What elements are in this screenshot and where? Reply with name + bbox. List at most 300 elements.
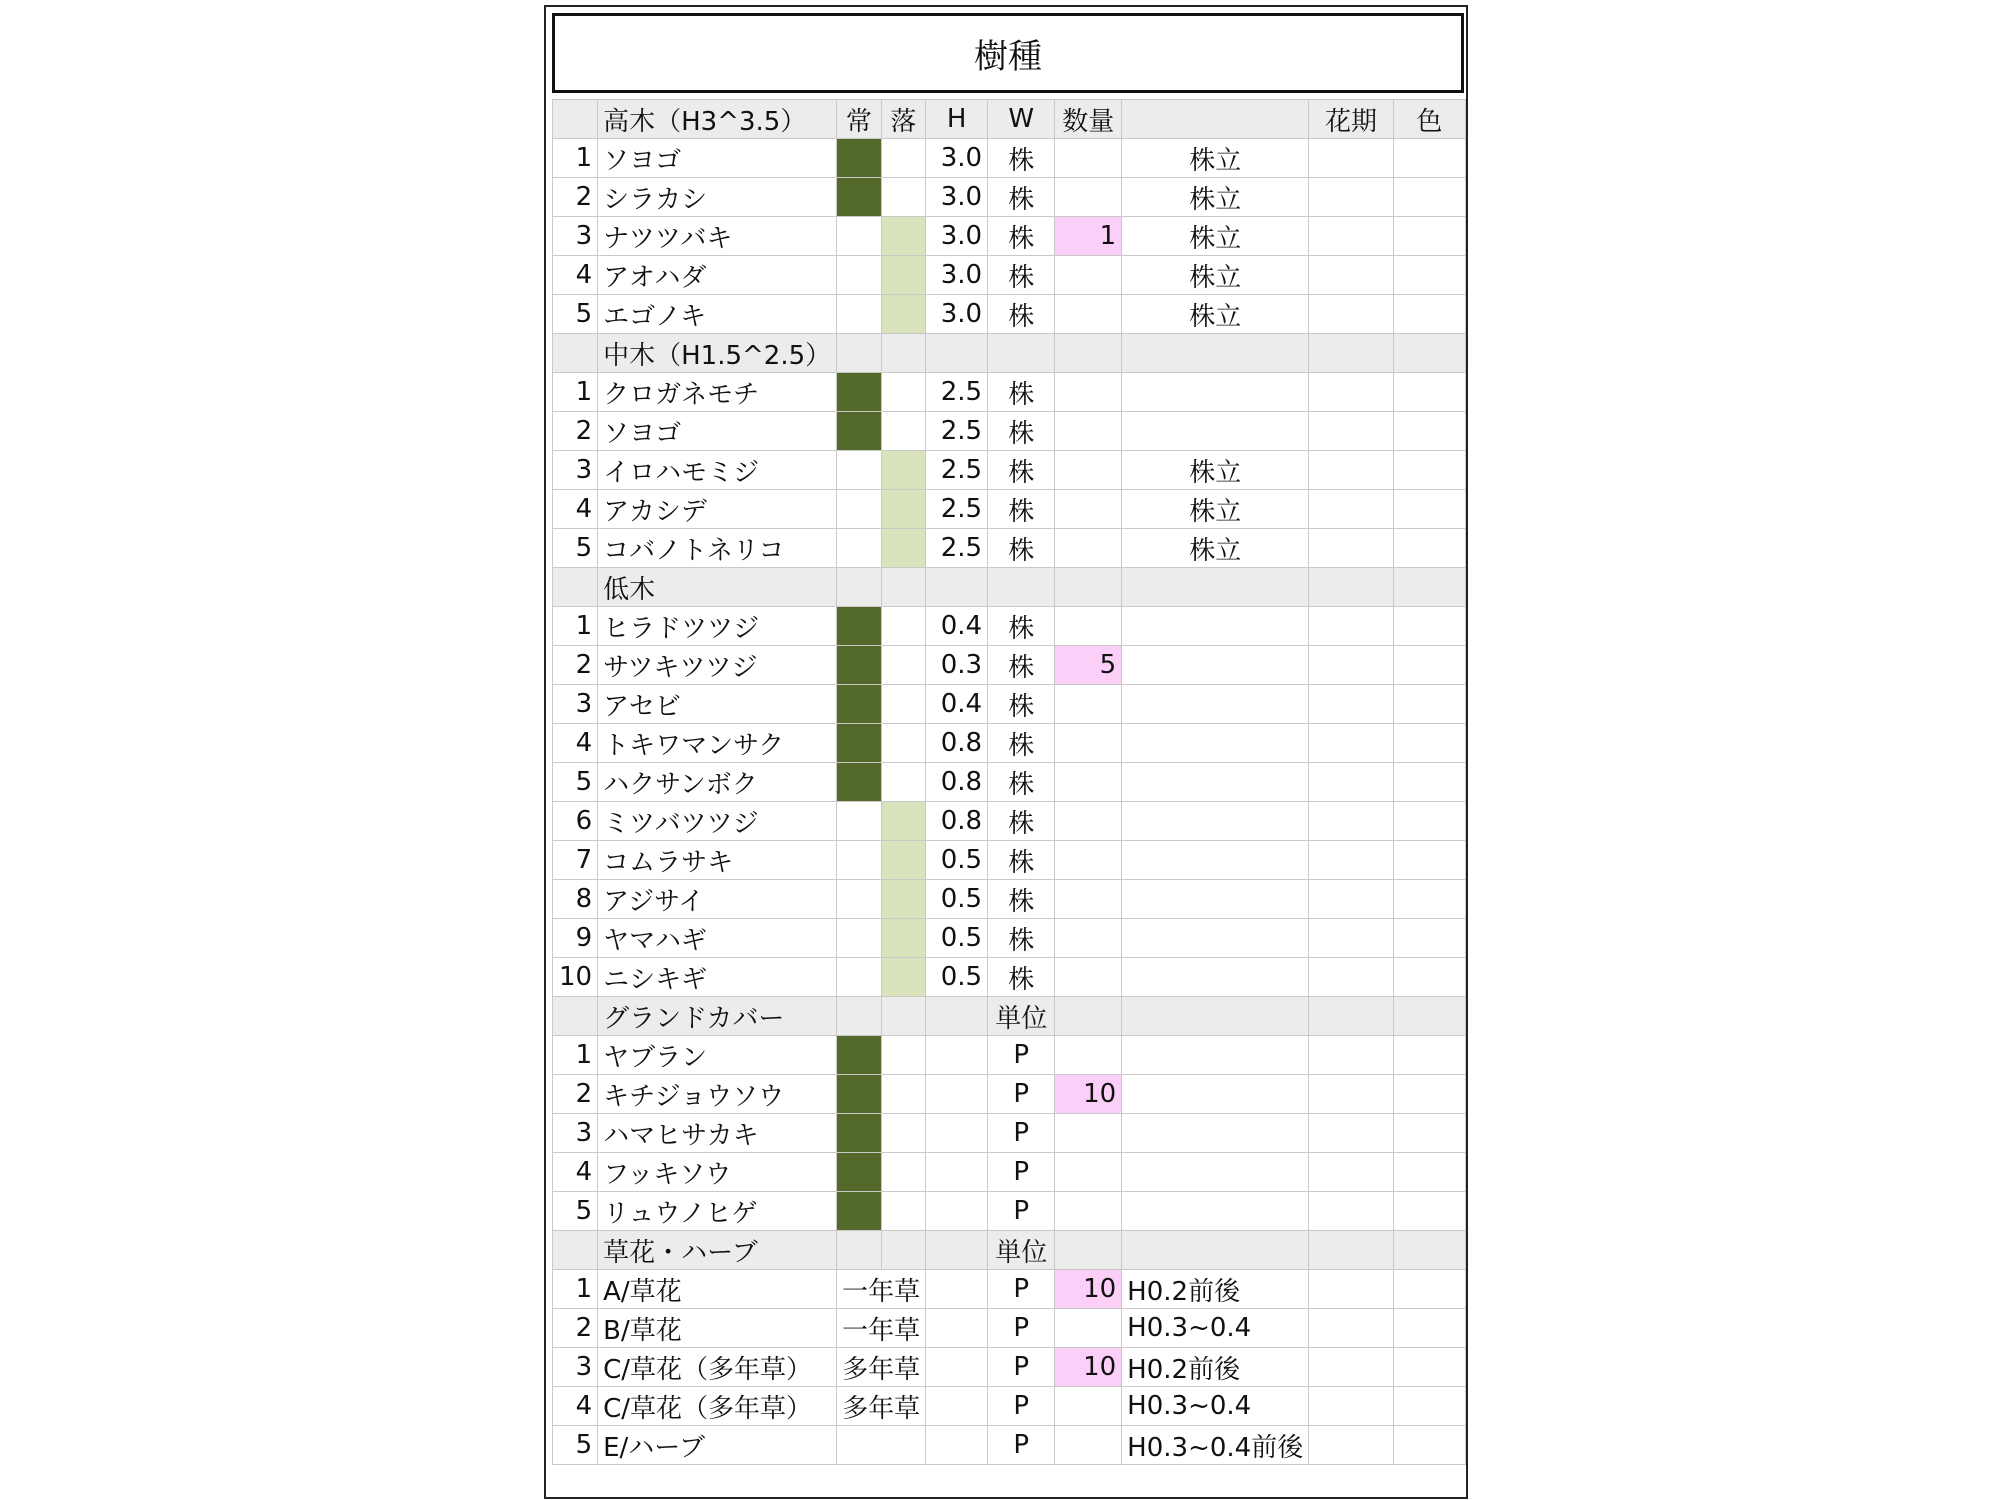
- bloom-cell[interactable]: [1309, 1075, 1394, 1114]
- header-blank[interactable]: [1122, 334, 1309, 373]
- evergreen-cell[interactable]: [837, 373, 882, 412]
- evergreen-cell[interactable]: [837, 1192, 882, 1231]
- evergreen-cell[interactable]: [837, 217, 882, 256]
- row-number[interactable]: 3: [553, 685, 598, 724]
- deciduous-cell[interactable]: [881, 841, 926, 880]
- note-cell[interactable]: [1122, 802, 1309, 841]
- header-deciduous[interactable]: [881, 997, 926, 1036]
- note-cell[interactable]: 株立: [1122, 256, 1309, 295]
- unit-cell[interactable]: 株: [988, 646, 1055, 685]
- header-height[interactable]: H: [926, 100, 988, 139]
- height-cell[interactable]: 3.0: [926, 217, 988, 256]
- quantity-cell[interactable]: [1055, 490, 1122, 529]
- unit-cell[interactable]: P: [988, 1309, 1055, 1348]
- section-title[interactable]: グランドカバー: [598, 997, 837, 1036]
- bloom-cell[interactable]: [1309, 919, 1394, 958]
- quantity-cell[interactable]: [1055, 1192, 1122, 1231]
- evergreen-cell[interactable]: [837, 1114, 882, 1153]
- bloom-cell[interactable]: [1309, 412, 1394, 451]
- bloom-cell[interactable]: [1309, 529, 1394, 568]
- bloom-cell[interactable]: [1309, 685, 1394, 724]
- color-cell[interactable]: [1393, 451, 1465, 490]
- bloom-cell[interactable]: [1309, 841, 1394, 880]
- quantity-cell[interactable]: [1055, 1114, 1122, 1153]
- bloom-cell[interactable]: [1309, 646, 1394, 685]
- deciduous-cell[interactable]: [881, 724, 926, 763]
- deciduous-cell[interactable]: [881, 1075, 926, 1114]
- header-deciduous[interactable]: [881, 1231, 926, 1270]
- row-number[interactable]: 2: [553, 412, 598, 451]
- row-number[interactable]: 4: [553, 490, 598, 529]
- quantity-cell[interactable]: 1: [1055, 217, 1122, 256]
- note-cell[interactable]: 株立: [1122, 178, 1309, 217]
- height-cell[interactable]: 3.0: [926, 178, 988, 217]
- header-blank[interactable]: [1122, 100, 1309, 139]
- deciduous-cell[interactable]: [881, 217, 926, 256]
- color-cell[interactable]: [1393, 1348, 1465, 1387]
- note-cell[interactable]: [1122, 763, 1309, 802]
- unit-cell[interactable]: 株: [988, 373, 1055, 412]
- quantity-cell[interactable]: [1055, 958, 1122, 997]
- header-evergreen[interactable]: [837, 997, 882, 1036]
- plant-name-cell[interactable]: トキワマンサク: [598, 724, 837, 763]
- color-cell[interactable]: [1393, 1114, 1465, 1153]
- unit-cell[interactable]: P: [988, 1075, 1055, 1114]
- note-cell[interactable]: [1122, 1153, 1309, 1192]
- note-cell[interactable]: [1122, 958, 1309, 997]
- evergreen-cell[interactable]: [837, 763, 882, 802]
- row-number[interactable]: [553, 997, 598, 1036]
- bloom-cell[interactable]: [1309, 1426, 1394, 1465]
- header-unit[interactable]: 単位: [988, 1231, 1055, 1270]
- quantity-cell[interactable]: [1055, 1309, 1122, 1348]
- plant-name-cell[interactable]: B/草花: [598, 1309, 837, 1348]
- unit-cell[interactable]: P: [988, 1348, 1055, 1387]
- plant-name-cell[interactable]: エゴノキ: [598, 295, 837, 334]
- unit-cell[interactable]: P: [988, 1270, 1055, 1309]
- row-number[interactable]: 7: [553, 841, 598, 880]
- section-title[interactable]: 高木（H3^3.5）: [598, 100, 837, 139]
- row-number[interactable]: 1: [553, 1036, 598, 1075]
- section-title[interactable]: 低木: [598, 568, 837, 607]
- evergreen-cell[interactable]: [837, 139, 882, 178]
- row-number[interactable]: [553, 568, 598, 607]
- unit-cell[interactable]: 株: [988, 763, 1055, 802]
- height-cell[interactable]: 0.4: [926, 685, 988, 724]
- header-quantity[interactable]: [1055, 997, 1122, 1036]
- header-width[interactable]: W: [988, 100, 1055, 139]
- header-height[interactable]: [926, 997, 988, 1036]
- row-number[interactable]: 4: [553, 724, 598, 763]
- row-number[interactable]: 1: [553, 373, 598, 412]
- unit-cell[interactable]: 株: [988, 295, 1055, 334]
- unit-cell[interactable]: 株: [988, 958, 1055, 997]
- evergreen-cell[interactable]: [837, 412, 882, 451]
- deciduous-cell[interactable]: [881, 295, 926, 334]
- plant-name-cell[interactable]: イロハモミジ: [598, 451, 837, 490]
- row-number[interactable]: 4: [553, 1387, 598, 1426]
- evergreen-cell[interactable]: [837, 802, 882, 841]
- color-cell[interactable]: [1393, 841, 1465, 880]
- header-quantity[interactable]: [1055, 334, 1122, 373]
- evergreen-cell[interactable]: [837, 1153, 882, 1192]
- height-cell[interactable]: 0.8: [926, 802, 988, 841]
- row-number[interactable]: 5: [553, 1426, 598, 1465]
- row-number[interactable]: [553, 100, 598, 139]
- evergreen-cell[interactable]: [837, 256, 882, 295]
- deciduous-cell[interactable]: [881, 490, 926, 529]
- plant-name-cell[interactable]: ハクサンボク: [598, 763, 837, 802]
- header-color[interactable]: [1393, 334, 1465, 373]
- bloom-cell[interactable]: [1309, 139, 1394, 178]
- bloom-cell[interactable]: [1309, 256, 1394, 295]
- deciduous-cell[interactable]: [881, 1153, 926, 1192]
- color-cell[interactable]: [1393, 763, 1465, 802]
- quantity-cell[interactable]: [1055, 1153, 1122, 1192]
- header-evergreen[interactable]: [837, 568, 882, 607]
- plant-name-cell[interactable]: アセビ: [598, 685, 837, 724]
- evergreen-cell[interactable]: [837, 958, 882, 997]
- color-cell[interactable]: [1393, 178, 1465, 217]
- plant-name-cell[interactable]: ヒラドツツジ: [598, 607, 837, 646]
- unit-cell[interactable]: P: [988, 1192, 1055, 1231]
- height-cell[interactable]: 0.3: [926, 646, 988, 685]
- evergreen-cell[interactable]: [837, 451, 882, 490]
- height-cell[interactable]: [926, 1153, 988, 1192]
- plant-name-cell[interactable]: ヤブラン: [598, 1036, 837, 1075]
- deciduous-cell[interactable]: [881, 451, 926, 490]
- color-cell[interactable]: [1393, 373, 1465, 412]
- height-cell[interactable]: [926, 1387, 988, 1426]
- color-cell[interactable]: [1393, 958, 1465, 997]
- header-unit[interactable]: [988, 568, 1055, 607]
- deciduous-cell[interactable]: [881, 412, 926, 451]
- note-cell[interactable]: 株立: [1122, 490, 1309, 529]
- plant-name-cell[interactable]: シラカシ: [598, 178, 837, 217]
- unit-cell[interactable]: P: [988, 1426, 1055, 1465]
- header-bloom[interactable]: [1309, 1231, 1394, 1270]
- color-cell[interactable]: [1393, 607, 1465, 646]
- row-number[interactable]: 9: [553, 919, 598, 958]
- unit-cell[interactable]: 株: [988, 217, 1055, 256]
- unit-cell[interactable]: 株: [988, 802, 1055, 841]
- plant-name-cell[interactable]: サツキツツジ: [598, 646, 837, 685]
- header-color[interactable]: [1393, 997, 1465, 1036]
- header-unit[interactable]: 単位: [988, 997, 1055, 1036]
- plant-type-cell[interactable]: 多年草: [837, 1348, 926, 1387]
- quantity-cell[interactable]: [1055, 724, 1122, 763]
- quantity-cell[interactable]: [1055, 451, 1122, 490]
- height-cell[interactable]: 0.8: [926, 763, 988, 802]
- note-cell[interactable]: [1122, 1192, 1309, 1231]
- quantity-cell[interactable]: [1055, 529, 1122, 568]
- bloom-cell[interactable]: [1309, 802, 1394, 841]
- height-cell[interactable]: 3.0: [926, 139, 988, 178]
- height-cell[interactable]: [926, 1075, 988, 1114]
- plant-type-cell[interactable]: [837, 1426, 926, 1465]
- color-cell[interactable]: [1393, 724, 1465, 763]
- deciduous-cell[interactable]: [881, 1114, 926, 1153]
- deciduous-cell[interactable]: [881, 880, 926, 919]
- bloom-cell[interactable]: [1309, 763, 1394, 802]
- bloom-cell[interactable]: [1309, 1153, 1394, 1192]
- color-cell[interactable]: [1393, 412, 1465, 451]
- unit-cell[interactable]: P: [988, 1153, 1055, 1192]
- note-cell[interactable]: [1122, 1036, 1309, 1075]
- plant-name-cell[interactable]: C/草花（多年草）: [598, 1387, 837, 1426]
- row-number[interactable]: 5: [553, 529, 598, 568]
- note-cell[interactable]: [1122, 724, 1309, 763]
- row-number[interactable]: 8: [553, 880, 598, 919]
- plant-name-cell[interactable]: ソヨゴ: [598, 139, 837, 178]
- height-cell[interactable]: 0.4: [926, 607, 988, 646]
- note-cell[interactable]: 株立: [1122, 217, 1309, 256]
- row-number[interactable]: 5: [553, 763, 598, 802]
- height-cell[interactable]: 2.5: [926, 490, 988, 529]
- bloom-cell[interactable]: [1309, 1036, 1394, 1075]
- quantity-cell[interactable]: [1055, 1036, 1122, 1075]
- deciduous-cell[interactable]: [881, 1192, 926, 1231]
- height-cell[interactable]: 0.5: [926, 841, 988, 880]
- color-cell[interactable]: [1393, 529, 1465, 568]
- bloom-cell[interactable]: [1309, 880, 1394, 919]
- row-number[interactable]: 3: [553, 1348, 598, 1387]
- header-height[interactable]: [926, 568, 988, 607]
- plant-name-cell[interactable]: リュウノヒゲ: [598, 1192, 837, 1231]
- bloom-cell[interactable]: [1309, 451, 1394, 490]
- row-number[interactable]: 1: [553, 607, 598, 646]
- plant-name-cell[interactable]: コバノトネリコ: [598, 529, 837, 568]
- height-cell[interactable]: 3.0: [926, 256, 988, 295]
- plant-name-cell[interactable]: クロガネモチ: [598, 373, 837, 412]
- header-bloom[interactable]: [1309, 997, 1394, 1036]
- header-blank[interactable]: [1122, 997, 1309, 1036]
- plant-name-cell[interactable]: アジサイ: [598, 880, 837, 919]
- evergreen-cell[interactable]: [837, 919, 882, 958]
- bloom-cell[interactable]: [1309, 1192, 1394, 1231]
- height-cell[interactable]: 0.8: [926, 724, 988, 763]
- note-cell[interactable]: H0.3~0.4前後: [1122, 1426, 1309, 1465]
- plant-name-cell[interactable]: アカシデ: [598, 490, 837, 529]
- note-cell[interactable]: [1122, 412, 1309, 451]
- row-number[interactable]: 1: [553, 139, 598, 178]
- header-color[interactable]: [1393, 568, 1465, 607]
- plant-name-cell[interactable]: フッキソウ: [598, 1153, 837, 1192]
- deciduous-cell[interactable]: [881, 256, 926, 295]
- plant-name-cell[interactable]: C/草花（多年草）: [598, 1348, 837, 1387]
- color-cell[interactable]: [1393, 880, 1465, 919]
- deciduous-cell[interactable]: [881, 607, 926, 646]
- bloom-cell[interactable]: [1309, 607, 1394, 646]
- color-cell[interactable]: [1393, 1036, 1465, 1075]
- quantity-cell[interactable]: [1055, 919, 1122, 958]
- height-cell[interactable]: 0.5: [926, 880, 988, 919]
- deciduous-cell[interactable]: [881, 919, 926, 958]
- header-bloom[interactable]: [1309, 568, 1394, 607]
- unit-cell[interactable]: 株: [988, 724, 1055, 763]
- evergreen-cell[interactable]: [837, 529, 882, 568]
- unit-cell[interactable]: P: [988, 1114, 1055, 1153]
- color-cell[interactable]: [1393, 685, 1465, 724]
- height-cell[interactable]: 3.0: [926, 295, 988, 334]
- bloom-cell[interactable]: [1309, 724, 1394, 763]
- row-number[interactable]: [553, 1231, 598, 1270]
- note-cell[interactable]: 株立: [1122, 529, 1309, 568]
- evergreen-cell[interactable]: [837, 490, 882, 529]
- height-cell[interactable]: [926, 1348, 988, 1387]
- unit-cell[interactable]: 株: [988, 139, 1055, 178]
- bloom-cell[interactable]: [1309, 958, 1394, 997]
- bloom-cell[interactable]: [1309, 490, 1394, 529]
- bloom-cell[interactable]: [1309, 373, 1394, 412]
- deciduous-cell[interactable]: [881, 139, 926, 178]
- evergreen-cell[interactable]: [837, 1036, 882, 1075]
- quantity-cell[interactable]: [1055, 763, 1122, 802]
- header-quantity[interactable]: 数量: [1055, 100, 1122, 139]
- height-cell[interactable]: [926, 1192, 988, 1231]
- plant-name-cell[interactable]: キチジョウソウ: [598, 1075, 837, 1114]
- row-number[interactable]: 5: [553, 1192, 598, 1231]
- quantity-cell[interactable]: 5: [1055, 646, 1122, 685]
- header-evergreen[interactable]: [837, 334, 882, 373]
- note-cell[interactable]: [1122, 373, 1309, 412]
- quantity-cell[interactable]: [1055, 880, 1122, 919]
- height-cell[interactable]: [926, 1426, 988, 1465]
- header-deciduous[interactable]: [881, 568, 926, 607]
- color-cell[interactable]: [1393, 217, 1465, 256]
- color-cell[interactable]: [1393, 1387, 1465, 1426]
- evergreen-cell[interactable]: [837, 724, 882, 763]
- plant-type-cell[interactable]: 一年草: [837, 1270, 926, 1309]
- quantity-cell[interactable]: [1055, 256, 1122, 295]
- row-number[interactable]: [553, 334, 598, 373]
- quantity-cell[interactable]: 10: [1055, 1075, 1122, 1114]
- color-cell[interactable]: [1393, 802, 1465, 841]
- evergreen-cell[interactable]: [837, 841, 882, 880]
- note-cell[interactable]: [1122, 1114, 1309, 1153]
- deciduous-cell[interactable]: [881, 529, 926, 568]
- color-cell[interactable]: [1393, 256, 1465, 295]
- unit-cell[interactable]: 株: [988, 256, 1055, 295]
- plant-name-cell[interactable]: アオハダ: [598, 256, 837, 295]
- deciduous-cell[interactable]: [881, 958, 926, 997]
- height-cell[interactable]: [926, 1309, 988, 1348]
- plant-name-cell[interactable]: E/ハーブ: [598, 1426, 837, 1465]
- header-bloom[interactable]: [1309, 334, 1394, 373]
- height-cell[interactable]: 2.5: [926, 373, 988, 412]
- unit-cell[interactable]: 株: [988, 919, 1055, 958]
- deciduous-cell[interactable]: [881, 763, 926, 802]
- bloom-cell[interactable]: [1309, 1114, 1394, 1153]
- plant-name-cell[interactable]: ナツツバキ: [598, 217, 837, 256]
- note-cell[interactable]: 株立: [1122, 139, 1309, 178]
- color-cell[interactable]: [1393, 295, 1465, 334]
- bloom-cell[interactable]: [1309, 178, 1394, 217]
- quantity-cell[interactable]: [1055, 295, 1122, 334]
- row-number[interactable]: 5: [553, 295, 598, 334]
- evergreen-cell[interactable]: [837, 295, 882, 334]
- bloom-cell[interactable]: [1309, 1348, 1394, 1387]
- height-cell[interactable]: 0.5: [926, 958, 988, 997]
- evergreen-cell[interactable]: [837, 607, 882, 646]
- bloom-cell[interactable]: [1309, 1309, 1394, 1348]
- header-height[interactable]: [926, 334, 988, 373]
- plant-name-cell[interactable]: A/草花: [598, 1270, 837, 1309]
- unit-cell[interactable]: 株: [988, 490, 1055, 529]
- header-color[interactable]: 色: [1393, 100, 1465, 139]
- section-title[interactable]: 草花・ハーブ: [598, 1231, 837, 1270]
- unit-cell[interactable]: 株: [988, 880, 1055, 919]
- note-cell[interactable]: [1122, 646, 1309, 685]
- quantity-cell[interactable]: [1055, 685, 1122, 724]
- quantity-cell[interactable]: [1055, 1387, 1122, 1426]
- unit-cell[interactable]: 株: [988, 607, 1055, 646]
- header-blank[interactable]: [1122, 568, 1309, 607]
- height-cell[interactable]: 2.5: [926, 451, 988, 490]
- height-cell[interactable]: [926, 1036, 988, 1075]
- quantity-cell[interactable]: 10: [1055, 1270, 1122, 1309]
- color-cell[interactable]: [1393, 1426, 1465, 1465]
- plant-name-cell[interactable]: コムラサキ: [598, 841, 837, 880]
- note-cell[interactable]: H0.2前後: [1122, 1270, 1309, 1309]
- note-cell[interactable]: [1122, 880, 1309, 919]
- deciduous-cell[interactable]: [881, 178, 926, 217]
- bloom-cell[interactable]: [1309, 1270, 1394, 1309]
- header-evergreen[interactable]: [837, 1231, 882, 1270]
- header-color[interactable]: [1393, 1231, 1465, 1270]
- unit-cell[interactable]: 株: [988, 178, 1055, 217]
- quantity-cell[interactable]: [1055, 373, 1122, 412]
- height-cell[interactable]: 2.5: [926, 529, 988, 568]
- header-height[interactable]: [926, 1231, 988, 1270]
- plant-name-cell[interactable]: ソヨゴ: [598, 412, 837, 451]
- bloom-cell[interactable]: [1309, 295, 1394, 334]
- header-deciduous[interactable]: [881, 334, 926, 373]
- color-cell[interactable]: [1393, 490, 1465, 529]
- plant-type-cell[interactable]: 多年草: [837, 1387, 926, 1426]
- header-blank[interactable]: [1122, 1231, 1309, 1270]
- height-cell[interactable]: [926, 1114, 988, 1153]
- row-number[interactable]: 3: [553, 217, 598, 256]
- unit-cell[interactable]: P: [988, 1387, 1055, 1426]
- evergreen-cell[interactable]: [837, 178, 882, 217]
- plant-name-cell[interactable]: ミツバツツジ: [598, 802, 837, 841]
- deciduous-cell[interactable]: [881, 802, 926, 841]
- row-number[interactable]: 2: [553, 178, 598, 217]
- row-number[interactable]: 4: [553, 256, 598, 295]
- section-title[interactable]: 中木（H1.5^2.5）: [598, 334, 837, 373]
- unit-cell[interactable]: P: [988, 1036, 1055, 1075]
- height-cell[interactable]: 0.5: [926, 919, 988, 958]
- color-cell[interactable]: [1393, 646, 1465, 685]
- note-cell[interactable]: [1122, 685, 1309, 724]
- header-quantity[interactable]: [1055, 1231, 1122, 1270]
- row-number[interactable]: 10: [553, 958, 598, 997]
- color-cell[interactable]: [1393, 1192, 1465, 1231]
- color-cell[interactable]: [1393, 919, 1465, 958]
- note-cell[interactable]: [1122, 1075, 1309, 1114]
- header-deciduous[interactable]: 落: [881, 100, 926, 139]
- color-cell[interactable]: [1393, 1270, 1465, 1309]
- plant-type-cell[interactable]: 一年草: [837, 1309, 926, 1348]
- plant-name-cell[interactable]: ヤマハギ: [598, 919, 837, 958]
- header-unit[interactable]: [988, 334, 1055, 373]
- quantity-cell[interactable]: [1055, 412, 1122, 451]
- row-number[interactable]: 6: [553, 802, 598, 841]
- evergreen-cell[interactable]: [837, 880, 882, 919]
- note-cell[interactable]: 株立: [1122, 451, 1309, 490]
- unit-cell[interactable]: 株: [988, 451, 1055, 490]
